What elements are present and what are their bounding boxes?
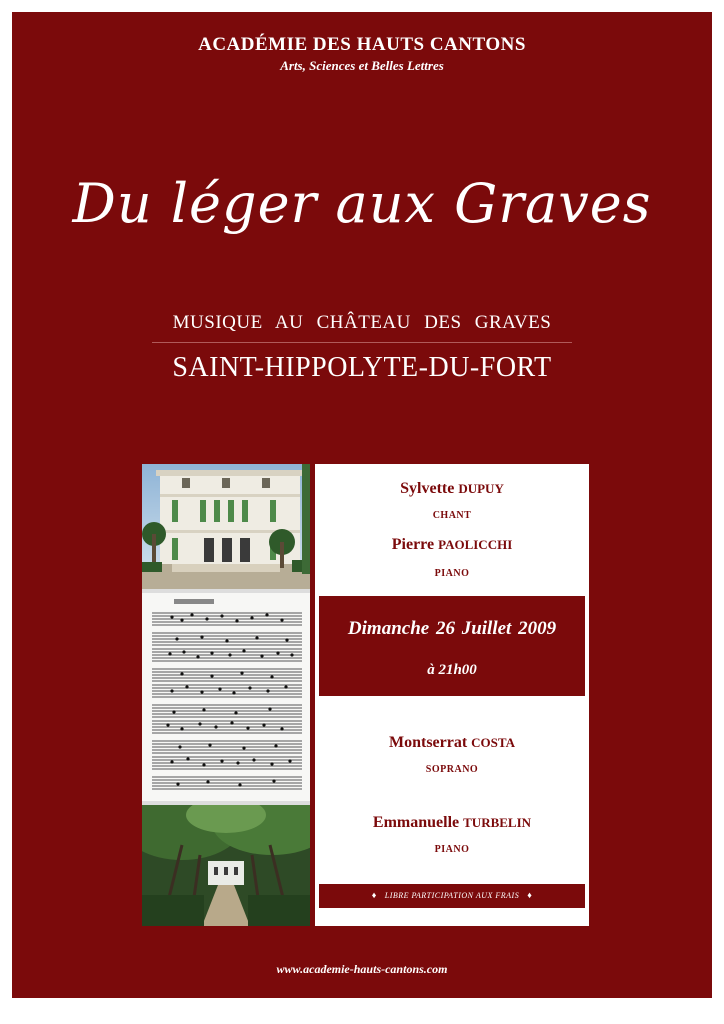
garden-alley-photo — [142, 805, 310, 926]
event-title: Du léger aux Graves — [72, 172, 652, 235]
series-title: MUSIQUE AU CHÂTEAU DES GRAVES — [172, 312, 552, 333]
poster — [12, 12, 712, 998]
performer-role: PIANO — [434, 568, 470, 579]
city-name: SAINT-HIPPOLYTE-DU-FORT — [172, 352, 552, 383]
event-time: à 21h00 — [427, 662, 477, 678]
performer-name: Sylvette DUPUY — [400, 480, 504, 497]
performer-name: Montserrat COSTA — [388, 734, 515, 751]
divider — [152, 342, 572, 343]
participation-note: ♦ LIBRE PARTICIPATION AUX FRAIS ♦ — [371, 890, 533, 900]
photo-column — [142, 464, 310, 926]
performer-role: CHANT — [432, 510, 472, 521]
performer-role: SOPRANO — [425, 764, 479, 775]
event-date: Dimanche 26 Juillet 2009 — [347, 618, 557, 639]
website-link[interactable]: www.academie-hauts-cantons.com — [276, 962, 448, 976]
chateau-photo — [142, 464, 310, 589]
performer-name: Emmanuelle TURBELIN — [372, 814, 532, 831]
diamond-icon: ♦ — [527, 890, 533, 900]
sheet-music-photo — [142, 593, 310, 801]
performer-role: PIANO — [434, 844, 470, 855]
date-band — [319, 596, 585, 696]
organization-name: ACADÉMIE DES HAUTS CANTONS — [198, 34, 526, 55]
diamond-icon: ♦ — [371, 890, 377, 900]
participation-band — [319, 884, 585, 908]
program-panel — [315, 464, 589, 926]
performer-name: Pierre PAOLICCHI — [391, 536, 513, 553]
organization-subtitle: Arts, Sciences et Belles Lettres — [280, 58, 444, 73]
